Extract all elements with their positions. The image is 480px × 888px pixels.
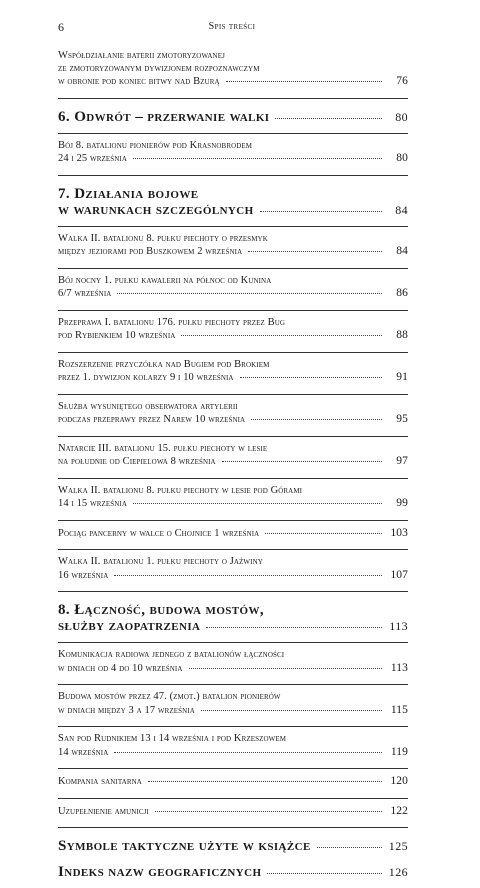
toc-entry-last-line [58, 455, 408, 469]
toc-page-number: 95 [396, 413, 408, 425]
toc-entry-last-line [58, 527, 408, 541]
dot-leader [114, 752, 382, 753]
toc-entry-last-line [58, 109, 408, 125]
toc-entry [58, 556, 408, 582]
toc-entry-title-line: Indeks nazw geograficznych [58, 864, 262, 880]
toc-entry [58, 649, 408, 675]
toc-entry [58, 775, 408, 789]
toc-page-number: 80 [395, 109, 408, 124]
toc-page-number: 84 [396, 245, 408, 257]
separator-rule [58, 133, 408, 134]
dot-leader [201, 710, 382, 711]
toc-entry-last-line [58, 746, 408, 760]
toc-entry [58, 443, 408, 469]
separator-rule [58, 394, 408, 395]
dot-leader [133, 158, 382, 159]
toc-entry-last-line [58, 662, 408, 676]
toc-entry [58, 317, 408, 343]
page-header [58, 20, 406, 36]
separator-rule [58, 798, 408, 799]
toc-entry-last-line [58, 152, 408, 166]
toc-entry-title-line: przez 1. dywizjon kolarzy 9 i 10 września [58, 372, 234, 383]
toc-entry-last-line [58, 805, 408, 819]
toc-entry-last-line [58, 775, 408, 789]
dot-leader [181, 335, 382, 336]
toc-entry-title-line: pod Rybienkiem 10 września [58, 330, 176, 341]
dot-leader [133, 503, 382, 504]
dot-leader [189, 668, 382, 669]
separator-rule [58, 520, 408, 521]
toc-entry [58, 50, 408, 89]
separator-rule [58, 98, 408, 99]
toc-entry-last-line [58, 371, 408, 385]
toc-entry [58, 805, 408, 819]
toc-entry-title-line: podczas przeprawy przez Narew 10 września [58, 414, 246, 425]
running-title: Spis treści [208, 21, 256, 32]
dot-leader [240, 377, 382, 378]
toc-entry-title-line: w obronie pod koniec bitwy nad Bzurą [58, 76, 220, 87]
toc-page-number: 86 [396, 287, 408, 299]
toc-entry [58, 359, 408, 385]
separator-rule [58, 226, 408, 227]
separator-rule [58, 768, 408, 769]
dot-leader [251, 419, 382, 420]
dot-leader [226, 81, 382, 82]
toc-entry-title-line: Symbole taktyczne użyte w książce [58, 838, 311, 854]
toc-entry-title-line: San pod Rudnikiem 13 i 14 września i pod Krzeszowem [58, 733, 287, 744]
separator-rule [58, 175, 408, 176]
toc-entry-title-line: Komunikacja radiowa jednego z batalionów łączności [58, 649, 285, 660]
toc-entry-title-line: Rozszerzenie przyczółka nad Bugiem pod Brokiem [58, 358, 270, 370]
toc-page-number: 97 [396, 455, 408, 467]
dot-leader [117, 293, 382, 294]
table-of-contents [58, 50, 408, 888]
toc-chapter-entry [58, 109, 408, 125]
toc-chapter-entry [58, 186, 408, 218]
toc-entry-title-line: Natarcie III. batalionu 15. pułku piechoty w lesie [58, 442, 268, 454]
toc-page-number: 119 [390, 745, 408, 758]
toc-entry-title-line: Uzupełnienie amunicji [58, 805, 149, 817]
dot-leader [222, 461, 382, 462]
toc-page-number: 99 [396, 497, 408, 509]
separator-rule [58, 726, 408, 727]
toc-entry-title-line: w dniach od 4 do 10 września [58, 662, 183, 674]
dot-leader [317, 847, 382, 848]
toc-entry-title-line: Kompania sanitarna [58, 776, 142, 787]
toc-entry-last-line [58, 202, 408, 218]
toc-entry-last-line [58, 413, 408, 427]
toc-entry-last-line [58, 864, 408, 880]
separator-rule [58, 268, 408, 269]
toc-entry-title-line: Bój 8. batalionu pionierów pod Krasnobrodem [58, 139, 253, 151]
toc-entry-title-line: Pociąg pancerny w walce o Chojnice 1 września [58, 527, 260, 539]
dot-leader [148, 781, 382, 782]
toc-entry-last-line [58, 497, 408, 511]
toc-entry-title-line: na południe od Ciepielowa 8 września [58, 456, 216, 467]
toc-entry-title-line: 8. Łączność, budowa mostów, [58, 602, 265, 618]
toc-entry-title-line: Bój nocny 1. pułku kawalerii na północ od Kunina [58, 274, 272, 286]
page-number: 6 [58, 20, 64, 34]
dot-leader [265, 533, 382, 534]
toc-entry [58, 527, 408, 541]
toc-entry-title-line: w dniach między 3 a 17 września [58, 704, 195, 716]
dot-leader [114, 575, 382, 576]
toc-page-number: 80 [396, 152, 408, 164]
toc-entry-last-line [58, 618, 408, 634]
separator-rule [58, 642, 408, 643]
toc-entry [58, 733, 408, 759]
toc-page-number: 115 [390, 703, 408, 716]
toc-entry [58, 233, 408, 259]
toc-entry-last-line [58, 75, 408, 89]
toc-page-number: 113 [390, 661, 408, 674]
toc-entry-title-line: Przeprawa I. batalionu 176. pułku piechoty przez Bug [58, 316, 286, 328]
toc-entry-last-line [58, 287, 408, 301]
toc-chapter-entry [58, 864, 408, 880]
separator-rule [58, 684, 408, 685]
dot-leader [155, 811, 382, 812]
toc-entry-title-line: Współdziałanie baterii zmotoryzowanej [58, 50, 225, 61]
toc-entry-last-line [58, 838, 408, 854]
toc-entry-title-line: służby zaopatrzenia [58, 618, 201, 634]
separator-rule [58, 310, 408, 311]
toc-page-number: 125 [388, 839, 408, 853]
toc-entry-title-line: 6. Odwrót – przerwanie walki [58, 108, 270, 125]
toc-entry [58, 485, 408, 511]
toc-entry-title-line: 16 września [58, 569, 109, 581]
toc-entry [58, 140, 408, 166]
toc-page-number: 88 [396, 329, 408, 341]
toc-chapter-entry [58, 602, 408, 634]
dot-leader [267, 873, 382, 874]
separator-rule [58, 827, 408, 828]
toc-entry-last-line [58, 569, 408, 583]
toc-entry-title-line: Walka II. batalionu 1. pułku piechoty o Jaźwiny [58, 556, 263, 567]
toc-page-number: 126 [388, 865, 408, 879]
toc-page-number: 91 [396, 371, 408, 383]
dot-leader [275, 118, 382, 119]
toc-entry-title-line: Walka II. batalionu 8. pułku piechoty o przesmyk [58, 232, 268, 244]
toc-entry-title-line: 14 i 15 września [58, 498, 127, 509]
toc-entry-title-line: Walka II. batalionu 8. pułku piechoty w lesie pod Górami [58, 484, 303, 496]
separator-rule [58, 591, 408, 592]
dot-leader [248, 251, 382, 252]
toc-entry-title-line: 6/7 września [58, 288, 112, 299]
toc-chapter-entry [58, 838, 408, 854]
toc-entry-title-line: między jeziorami pod Buszkowem 2 września [58, 246, 243, 257]
toc-entry [58, 275, 408, 301]
toc-page-number: 107 [390, 568, 408, 581]
toc-entry [58, 691, 408, 717]
toc-entry-title-line: 7. Działania bojowe [58, 185, 199, 202]
toc-entry-title-line: 24 i 25 września [58, 153, 127, 164]
toc-entry-last-line [58, 245, 408, 259]
separator-rule [58, 549, 408, 550]
toc-entry [58, 401, 408, 427]
toc-entry-title-line: w warunkach szczególnych [58, 201, 254, 218]
toc-entry-title-line: Służba wysuniętego obserwatora artylerii [58, 400, 238, 412]
toc-page-number: 76 [396, 75, 408, 87]
separator-rule [58, 478, 408, 479]
toc-page-number: 103 [390, 526, 408, 539]
toc-page-number: 84 [395, 202, 408, 217]
separator-rule [58, 436, 408, 437]
toc-page-number: 122 [390, 804, 408, 817]
toc-entry-title-line: Budowa mostów przez 47. (zmot.) batalion pionierów [58, 691, 281, 702]
dot-leader [260, 211, 382, 212]
toc-entry-title-line: 14 września [58, 746, 109, 758]
toc-page-number: 120 [390, 775, 408, 787]
dot-leader [206, 627, 382, 628]
toc-entry-last-line [58, 329, 408, 343]
separator-rule [58, 352, 408, 353]
toc-page-number: 113 [389, 619, 408, 633]
toc-entry-title-line: ze zmotoryzowanym dywizjonem rozpoznawczym [58, 62, 260, 74]
toc-entry-last-line [58, 704, 408, 718]
